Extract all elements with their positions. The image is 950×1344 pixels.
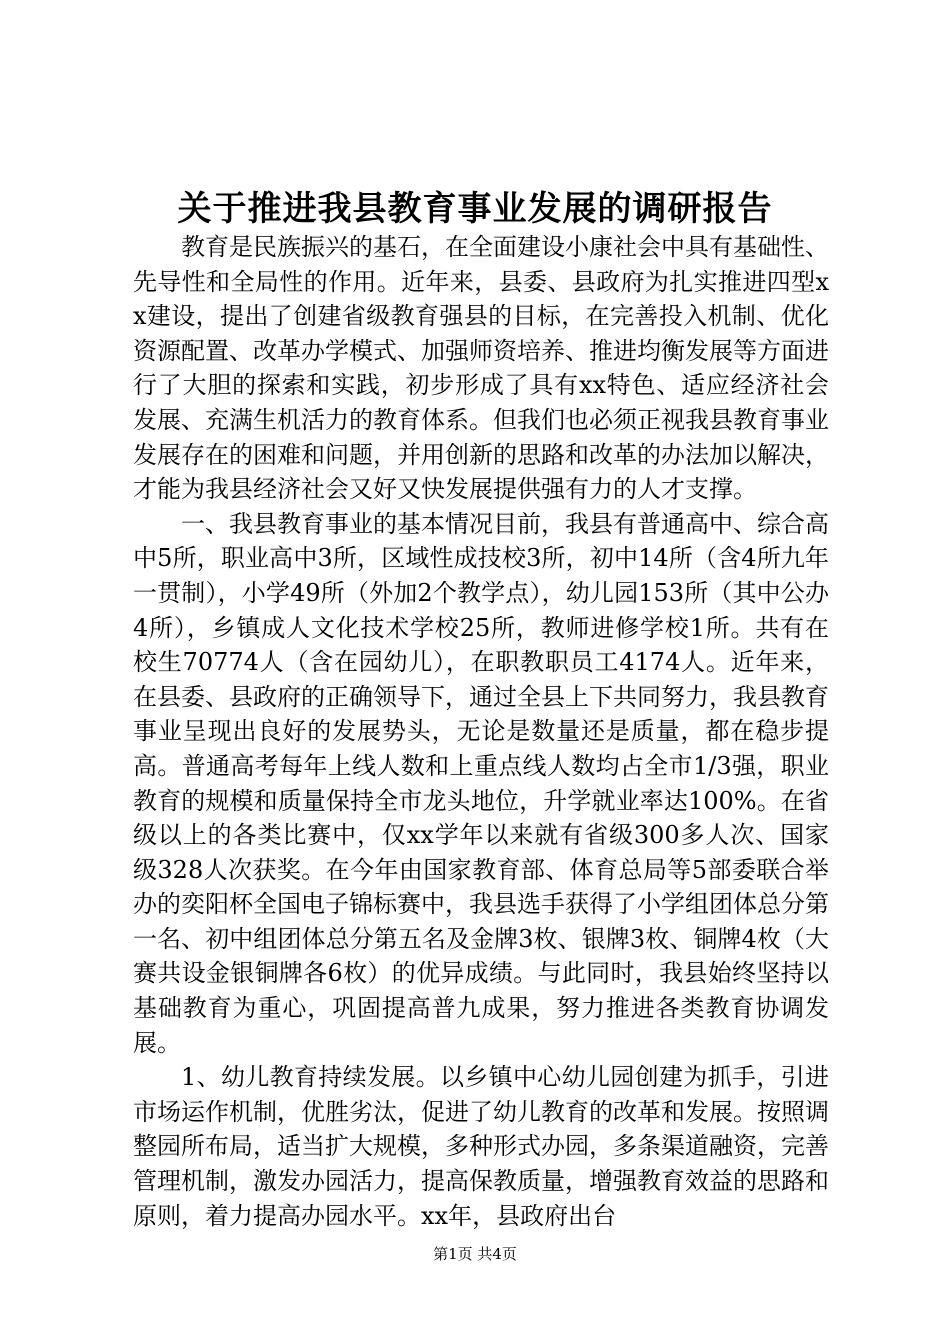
page-footer: 第1页 共4页 [433, 1245, 517, 1263]
document-body [133, 230, 829, 1233]
paragraph-preschool-education: 1、幼儿教育持续发展。以乡镇中心幼儿园创建为抓手，引进市场运作机制，优胜劣汰，促进了幼儿教育的改革和发展。按照调整园所布局，适当扩大规模，多种形式办园，多条渠道融资，完善管理机制，激发办园活力，提高保教质量，增强教育效益的思路和原则，着力提高办园水平。xx年，县政府出台 [133, 1063, 829, 1230]
document-title: 关于推进我县教育事业发展的调研报告 [177, 189, 773, 229]
paragraph-basic-situation: 一、我县教育事业的基本情况目前，我县有普通高中、综合高中5所，职业高中3所，区域性成技校3所，初中14所（含4所九年一贯制），小学49所（外加2个教学点），幼儿园153所（其中公办4所），乡镇成人文化技术学校25所，教师进修学校1所。共有在校生70774人（含在园幼儿），在职教职员工4174人。近年来，在县委、县政府的正确领导下，通过全县上下共同努力，我县教育事业呈现出良好的发展势头，无论是数量还是质量，都在稳步提高。普通高考每年上线人数和上重点线人数均占全市1/3强，职业教育的规模和质量保持全市龙头地位，升学就业率达100%。在省级以上的各类比赛中，仅xx学年以来就有省级300多人次、国家级328人次获奖。在今年由国家教育部、体育总局等5部委联合举办的奕阳杯全国电子锦标赛中，我县选手获得了小学组团体总分第一名、初中组团体总分第五名及金牌3枚、银牌3枚、铜牌4枚（大赛共设金银铜牌各6枚）的优异成绩。与此同时，我县始终坚持以基础教育为重心，巩固提高普九成果，努力推进各类教育协调发展。 [133, 509, 829, 1057]
paragraph-intro: 教育是民族振兴的基石，在全面建设小康社会中具有基础性、先导性和全局性的作用。近年来，县委、县政府为扎实推进四型xx建设，提出了创建省级教育强县的目标，在完善投入机制、优化资源配置、改革办学模式、加强师资培养、推进均衡发展等方面进行了大胆的探索和实践，初步形成了具有xx特色、适应经济社会发展、充满生机活力的教育体系。但我们也必须正视我县教育事业发展存在的困难和问题，并用创新的思路和改革的办法加以解决，才能为我县经济社会又好又快发展提供强有力的人才支撑。 [133, 233, 829, 504]
